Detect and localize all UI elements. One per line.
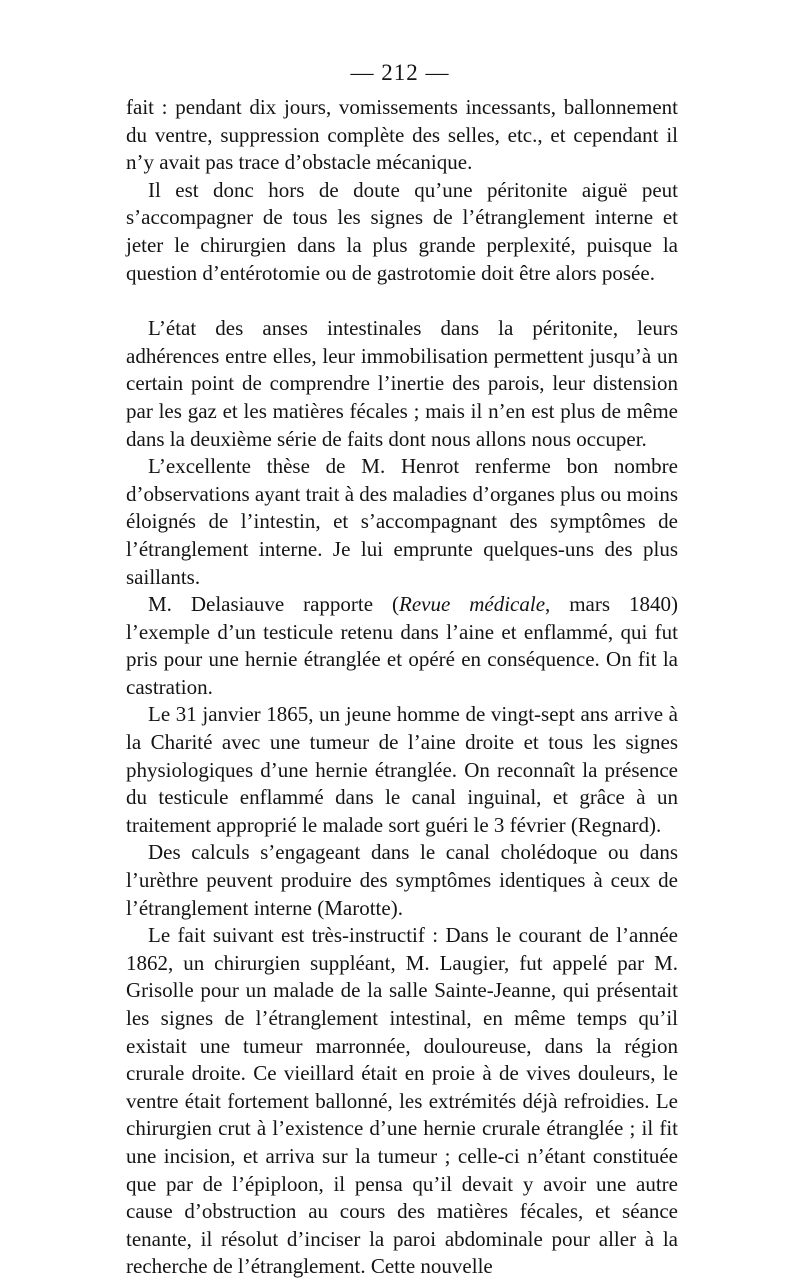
paragraph-3: L’état des anses intestinales dans la péritonite, leurs adhérences entre elles, leur immobilisation permettent jusqu’à un certain point de comprendre l’inertie des parois, leur distension par les gaz et les matières fécales ; mais il n’en est plus de même dans la deuxième série de faits dont nous allons nous occuper. bbox=[126, 316, 678, 451]
paragraph-8: Le fait suivant est très-instructif : Dans le courant de l’année 1862, un chirurgien suppléant, M. Laugier, fut appelé par M. Grisolle pour un malade de la salle Sainte-Jeanne, qui présentait les signes de l’étranglement intestinal, en même temps qu’il existait une tumeur marronnée, douloureuse, dans la région crurale droite. Ce vieillard était en proie à de vives douleurs, le ventre était fortement ballonné, les extrémités déjà refroidies. Le chirurgien crut à l’existence d’une hernie crurale étranglée ; il fit une incision, et arriva sur la tumeur ; celle-ci n’étant constituée que par de l’épiploon, il pensa qu’il devait y avoir une autre cause d’obstruction au cours des matières fécales, et séance tenante, il résolut d’inciser la paroi abdominale pour aller à la recherche de l’étranglement. Cette nouvelle bbox=[126, 923, 678, 1279]
body-text bbox=[126, 94, 678, 1281]
paragraph-1: fait : pendant dix jours, vomissements incessants, ballonnement du ventre, suppression complète des selles, etc., et cependant il n’y avait pas trace d’obstacle mécanique. bbox=[126, 95, 678, 175]
paragraph-6: Le 31 janvier 1865, un jeune homme de vingt-sept ans arrive à la Charité avec une tumeur de l’aine droite et tous les signes physiologiques d’une hernie étranglée. On reconnaît la présence du testicule enflammé dans le canal inguinal, et grâce à un traitement approprié le malade sort guéri le 3 février (Regnard). bbox=[126, 702, 678, 837]
paragraph-7: Des calculs s’engageant dans le canal cholédoque ou dans l’urèthre peuvent produire des symptômes identiques à ceux de l’étranglement interne (Marotte). bbox=[126, 840, 678, 920]
paragraph-2: Il est donc hors de doute qu’une péritonite aiguë peut s’accompagner de tous les signes de l’étranglement interne et jeter le chirurgien dans la plus grande perplexité, puisque la question d’entérotomie ou de gastrotomie doit être alors posée. bbox=[126, 177, 678, 285]
paragraph-5-start: M. Delasiauve rapporte ( bbox=[148, 592, 399, 617]
paragraph-5 bbox=[126, 591, 678, 701]
paragraph-5-end: , mars 1840) l’exemple d’un testicule retenu dans l’aine et enflammé, qui fut pris pour une hernie étranglée et opéré en conséquence. On fit la castration. bbox=[126, 592, 678, 699]
section-gap bbox=[126, 287, 678, 315]
journal-title: Revue médicale bbox=[399, 592, 546, 617]
page-number: — 212 — bbox=[350, 60, 450, 85]
paragraph-4: L’excellente thèse de M. Henrot renferme bon nombre d’observations ayant trait à des maladies d’organes plus ou moins éloignés de l’intestin, et s’accompagnant des symptômes de l’étranglement interne. Je lui emprunte quelques-uns des plus saillants. bbox=[126, 454, 678, 589]
